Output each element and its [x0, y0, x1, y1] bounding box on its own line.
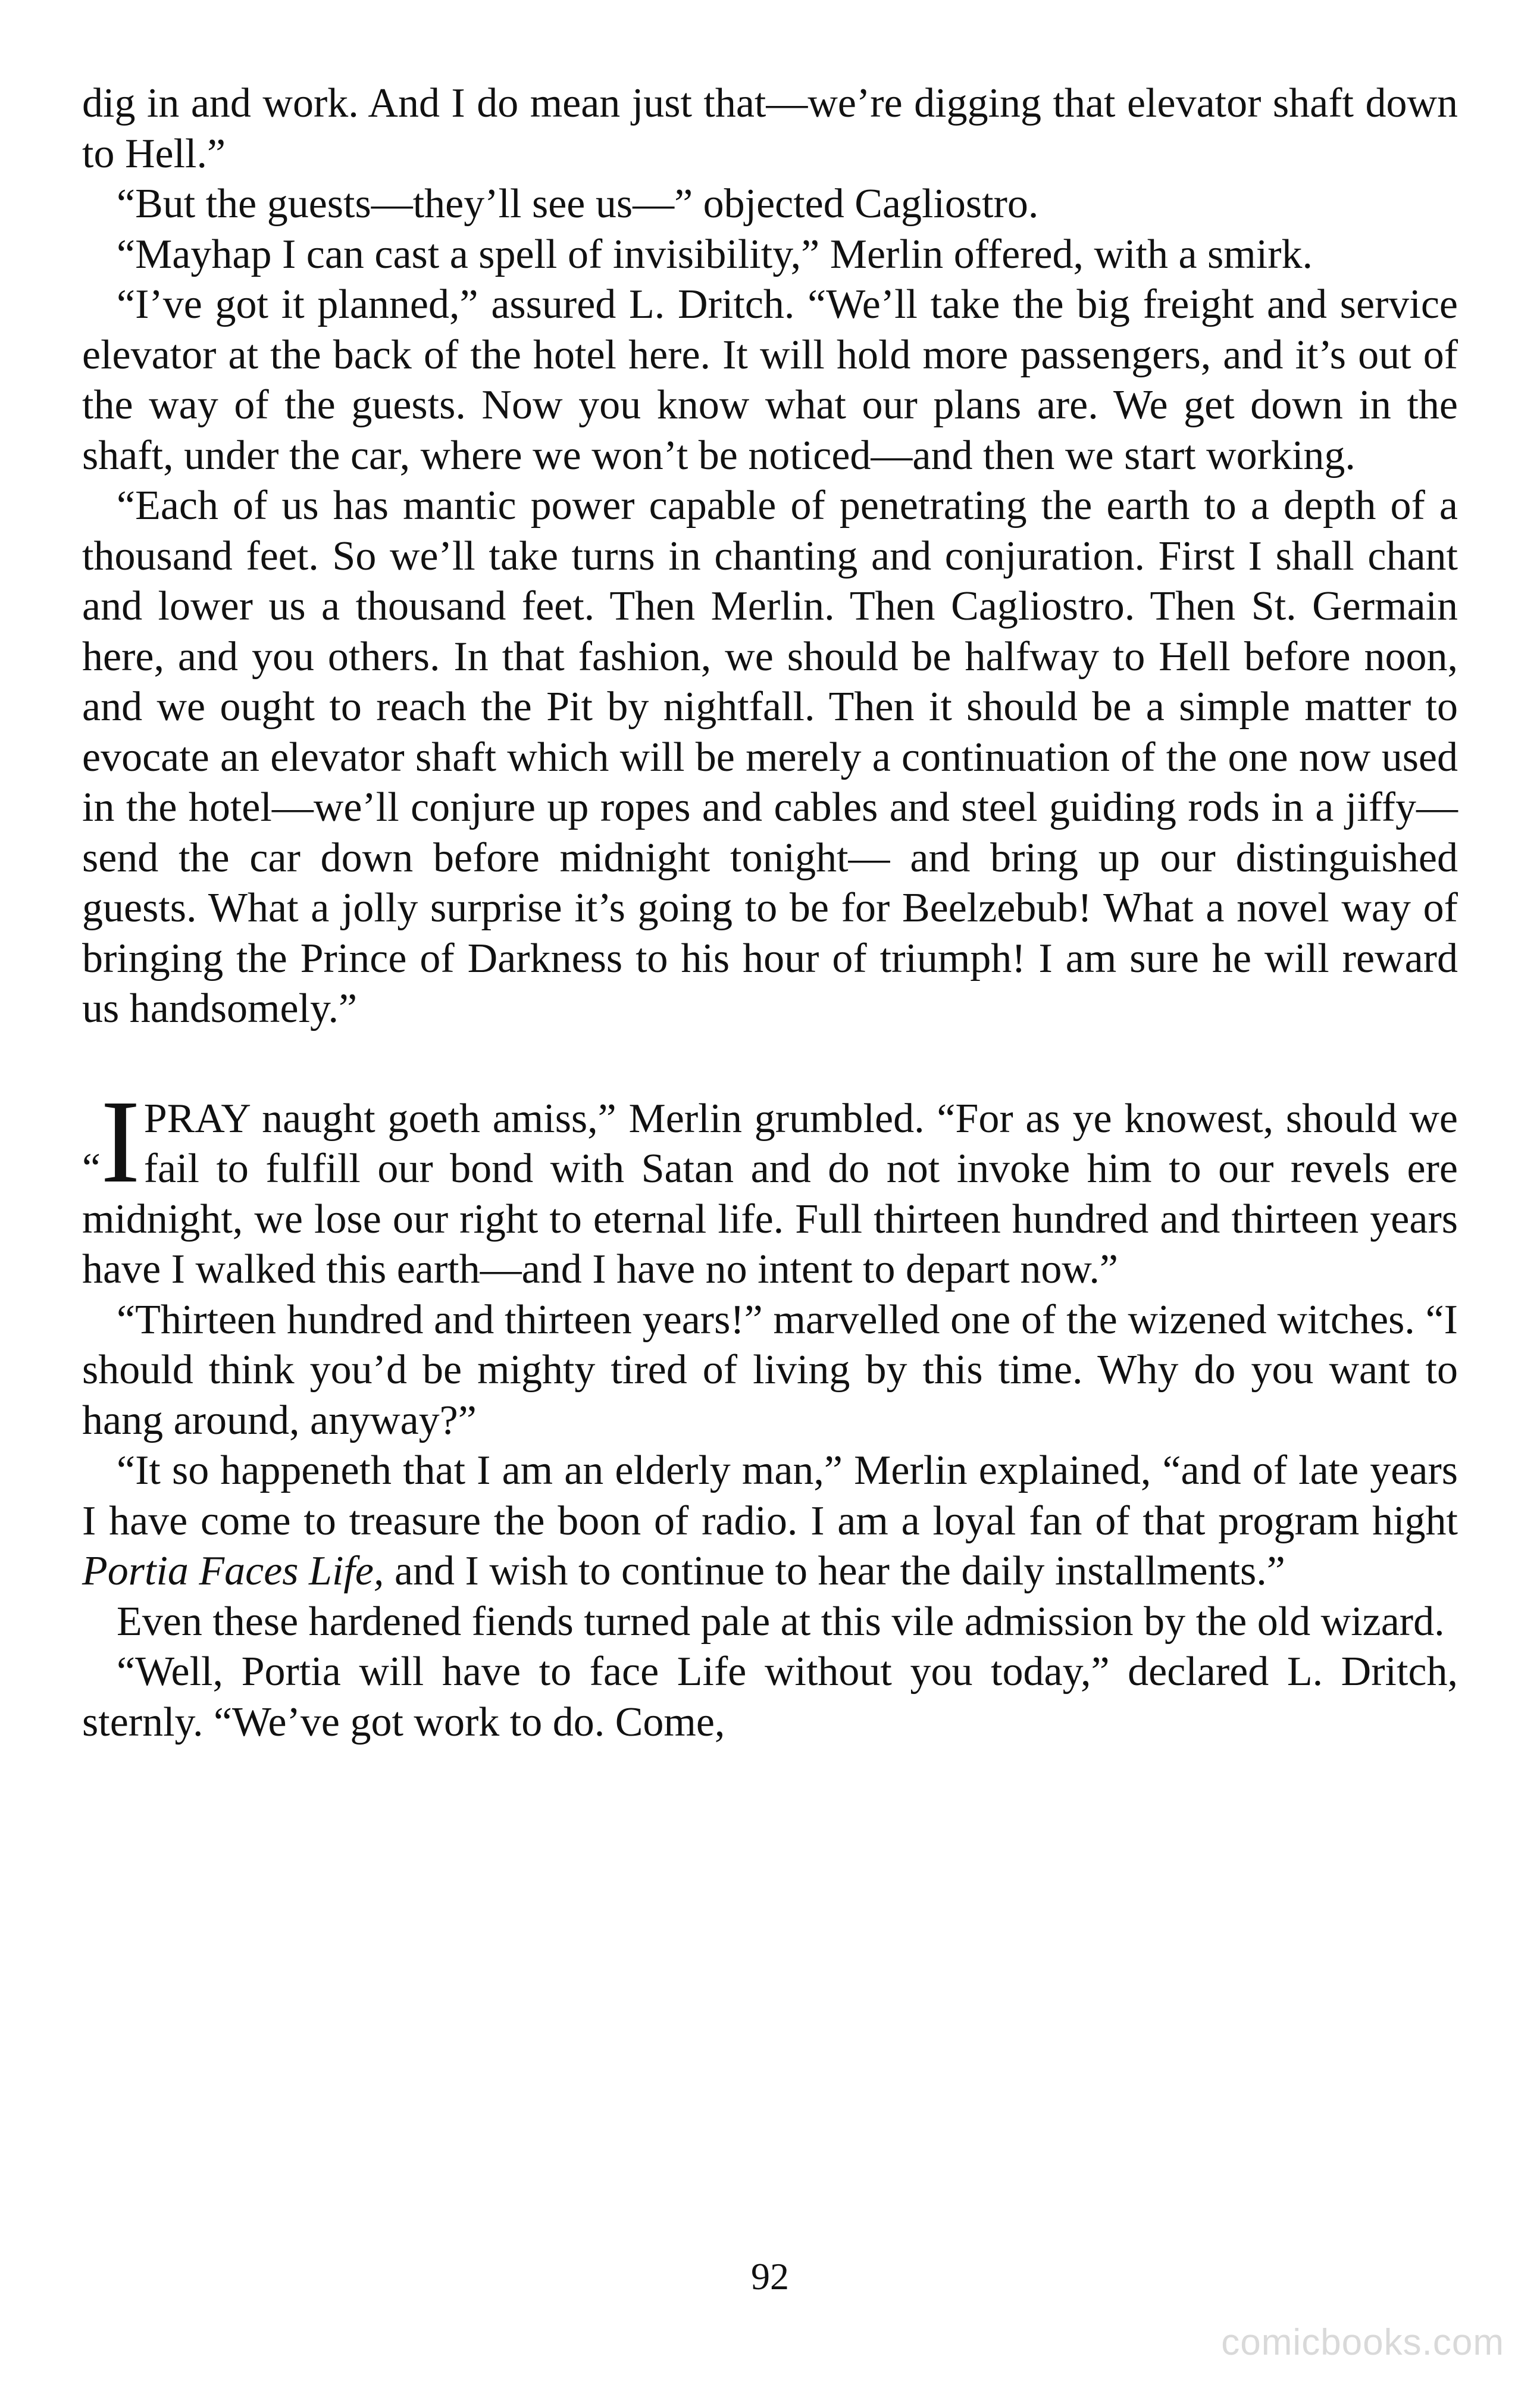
dropcap-paragraph	[82, 1076, 1458, 1295]
drop-cap-glyph: I	[101, 1076, 140, 1208]
paragraph-text: “It so happeneth that I am an elderly man,” Merlin explained, “and of late years I have come to treasure the boon of radio. I am a loyal fan of that program hight	[82, 1448, 1458, 1544]
section-break	[82, 1034, 1458, 1094]
paragraph-text: and I wish to continue to hear the daily installments.”	[384, 1548, 1285, 1594]
dropcap-paragraph-text: PRAY naught goeth amiss,” Merlin grumbled. “For as ye knowest, should we fail to fulfill our bond with Satan and do not invoke him to our revels ere midnight, we lose our right to eternal life. Full thirteen hundred and thirteen years have I walked this earth—and I have no intent to depart now.”	[82, 1095, 1458, 1292]
drop-cap-letter	[82, 1076, 140, 1208]
radio-program-title: Portia Faces Life,	[82, 1548, 384, 1594]
paragraph: dig in and work. And I do mean just that—we’re digging that elevator shaft down to Hell.”	[82, 80, 1458, 177]
paragraph: “Each of us has mantic power capable of penetrating the earth to a depth of a thousand feet. So we’ll take turns in chanting and conjuration. First I shall chant and lower us a thousand feet. Then Merlin. Then Cagliostro. Then St. Germain here, and you others. In that fashion, we should be halfway to Hell before noon, and we ought to reach the Pit by nightfall. Then it should be a simple matter to evocate an elevator shaft which will be merely a continuation of the one now used in the hotel—we’ll conjure up ropes and cables and steel guiding rods in a jiffy—send the car down before midnight tonight— and bring up our distinguished guests. What a jolly surprise it’s going to be for Beelzebub! What a novel way of bringing the Prince of Darkness to his hour of triumph! I am sure he will reward us handsomely.”	[82, 483, 1458, 1032]
paragraph: “I’ve got it planned,” assured L. Dritch. “We’ll take the big freight and service elevator at the back of the hotel here. It will hold more passengers, and it’s out of the way of the guests. Now you know what our plans are. We get down in the shaft, under the car, where we won’t be noticed—and then we start working.	[82, 282, 1458, 479]
page-number: 92	[751, 2255, 789, 2298]
watermark: comicbooks.com	[1221, 2322, 1504, 2363]
opening-quote: “	[82, 1145, 101, 1191]
paragraph: “Well, Portia will have to face Life without you today,” declared L. Dritch, sternly. “We’ve got work to do. Come,	[82, 1649, 1458, 1745]
paragraph: “Thirteen hundred and thirteen years!” marvelled one of the wizened witches. “I should think you’d be mighty tired of living by this time. Why do you want to hang around, anyway?”	[82, 1296, 1458, 1443]
paragraph	[82, 1446, 1458, 1597]
paragraph: “Mayhap I can cast a spell of invisibility,” Merlin offered, with a smirk.	[117, 231, 1313, 277]
body-text	[82, 79, 1458, 1748]
paragraph: “But the guests—they’ll see us—” objected Cagliostro.	[117, 181, 1039, 227]
paragraph: Even these hardened fiends turned pale at this vile admission by the old wizard.	[117, 1598, 1445, 1645]
